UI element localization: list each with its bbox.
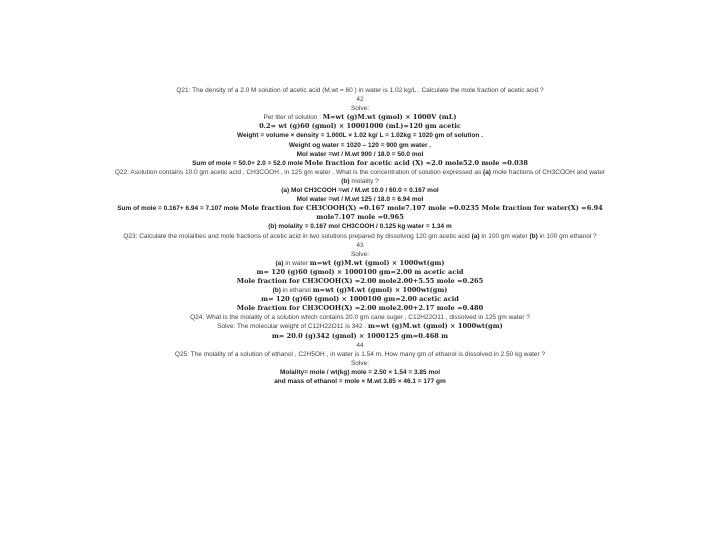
question-22-end: molality ? xyxy=(349,177,379,185)
mol-ch3cooh-line: (a) Mol CH3COOH =wt / M.wt 10.0 / 60.0 = 0.167 mol xyxy=(281,187,439,195)
acetic-mass-formula: 0.2= wt (g)60 (gmol) × 10001000 (mL)=120 gm acetic xyxy=(259,122,461,131)
question-22-b-label: (b) xyxy=(341,177,350,185)
weight-water-line: Weight og water = 1020 – 120 = 900 gm water . xyxy=(288,141,432,149)
page-number-43: 43 xyxy=(356,241,364,249)
q24-solve-line xyxy=(110,322,610,331)
weight-volume-line: Weight = volume × density = 1.000L × 1.02 kg/ L = 1.02kg = 1020 gm of solution . xyxy=(236,132,483,140)
mass-ethanol-line: and mass of ethanol = mole × M.wt 3.85 × 46.1 = 177 gm xyxy=(274,378,446,385)
page-number-42: 42 xyxy=(356,96,364,104)
question-23 xyxy=(110,232,610,241)
molality-value-ethanol: m= 120 (g)60 (gmol) × 1000100 gm=2.00 acetic acid xyxy=(261,295,459,304)
sum-mole-line-2 xyxy=(110,204,610,222)
sum-mole-text-2: Sum of mole = 0.167+ 6.94 = 7.107 mole xyxy=(117,205,241,213)
in-ethanol-text: in ethanol xyxy=(280,287,313,295)
solve-label-3: Solve: xyxy=(350,359,370,367)
molality-value-water: m= 120 (g)60 (gmol) × 1000100 gm=2.00 m acetic acid xyxy=(256,267,464,276)
mole-fraction-formula-2: Mole fraction for CH3COOH(X) =0.167 mole7.107 mole =0.0235 Mole fraction for water(X) =6.94 mole7.107 mole =0.965 xyxy=(240,204,603,222)
in-ethanol-line xyxy=(110,286,610,295)
question-23-mid: in 100 gm water xyxy=(479,232,528,240)
question-22-mid: mole fractions of CH3COOH and water xyxy=(490,168,606,176)
molality-line: (b) molality = 0.167 mol CH3COOH / 0.125 kg water = 1.34 m xyxy=(268,223,452,231)
question-24: Q24: What is the molality of a solution which contains 20.0 gm cane suger , C12H22O11 , dissolved in 125 gm water ? xyxy=(190,314,530,322)
question-22 xyxy=(110,168,610,186)
mole-fraction-ethanol: Mole fraction for CH3COOH(X) =2.00 mole2.00+2.17 mole =0.480 xyxy=(236,304,484,313)
mole-fraction-acetic-formula: Mole fraction for acetic acid (X) =2.0 mole52.0 mole =0.038 xyxy=(304,158,528,167)
in-water-line xyxy=(110,259,610,268)
mol-water-line-2: Mol water =wt / M.wt 125 / 18.0 = 6.94 mol xyxy=(296,196,424,204)
question-22-text: Q22: Asolution contains 10.0 gm acetic acid , CH3COOH , in 125 gm water . What is the concentration of solution expressed as xyxy=(114,168,482,176)
sum-mole-line xyxy=(110,159,610,168)
question-23-b-label: (b) xyxy=(529,232,538,240)
part-a-label: (a) xyxy=(275,259,284,267)
q24-solve-text: Solve: The molecular weight of C12H22O11 is 342 . xyxy=(217,323,369,331)
mole-fraction-water: Mole fraction for CH3COOH(X) =2.00 mole2.00+5.55 mole =0.265 xyxy=(236,276,484,285)
question-23-text: Q23: Calculate the molalities and mole fractions of acetic acid in two solutions prepared by dissolving 120 gm acetic acid xyxy=(123,232,470,240)
part-b-label: (b) xyxy=(272,287,281,295)
question-23-end: in 100 gm ethanol ? xyxy=(537,232,597,240)
mol-water-line: Mol water =wt / M.wt 900 / 18.0 = 50.0 mol xyxy=(296,150,424,158)
molality-kg-line: Molality= mole / wt(kg) mole = 2.50 × 1.54 = 3.85 mol xyxy=(279,368,441,376)
per-liter-text: Per liter of solution : xyxy=(263,114,323,122)
solve-label-2: Solve: xyxy=(350,250,370,258)
question-25: Q25: The molality of a solution of ethanol , C2H5OH , in water is 1.54 m. How many gm of ethanol is dissolved in 2.50 kg water ? xyxy=(174,350,546,358)
in-water-text: in water xyxy=(283,259,310,267)
question-22-a-label: (a) xyxy=(483,168,491,176)
q24-molality-value: m= 20.0 (g)342 (gmol) × 1000125 gm=0.468 m xyxy=(271,331,449,340)
per-liter-line xyxy=(110,113,610,122)
question-23-a-label: (a) xyxy=(471,232,480,240)
question-21: Q21: The density of a 2.0 M solution of acetic acid (M.wt = 60 ) in water is 1.02 kg/L . Calculate the mole fraction of acetic acid ? xyxy=(176,87,544,94)
molality-formula-ethanol: m=wt (g)M.wt (gmol) × 1000wt(gm) xyxy=(312,286,448,295)
molality-formula-water: m=wt (g)M.wt (gmol) × 1000wt(gm) xyxy=(309,258,445,267)
molarity-formula: M=wt (g)M.wt (gmol) × 1000V (mL) xyxy=(322,113,457,122)
solve-label: Solve: xyxy=(350,105,370,113)
sum-mole-text: Sum of mole = 50.0+ 2.0 = 52.0 mole xyxy=(192,159,305,167)
page-number-44: 44 xyxy=(356,341,364,349)
solution-text-block xyxy=(110,86,610,386)
q24-molality-formula: m=wt (g)M.wt (gmol) × 1000wt(gm) xyxy=(368,322,503,331)
